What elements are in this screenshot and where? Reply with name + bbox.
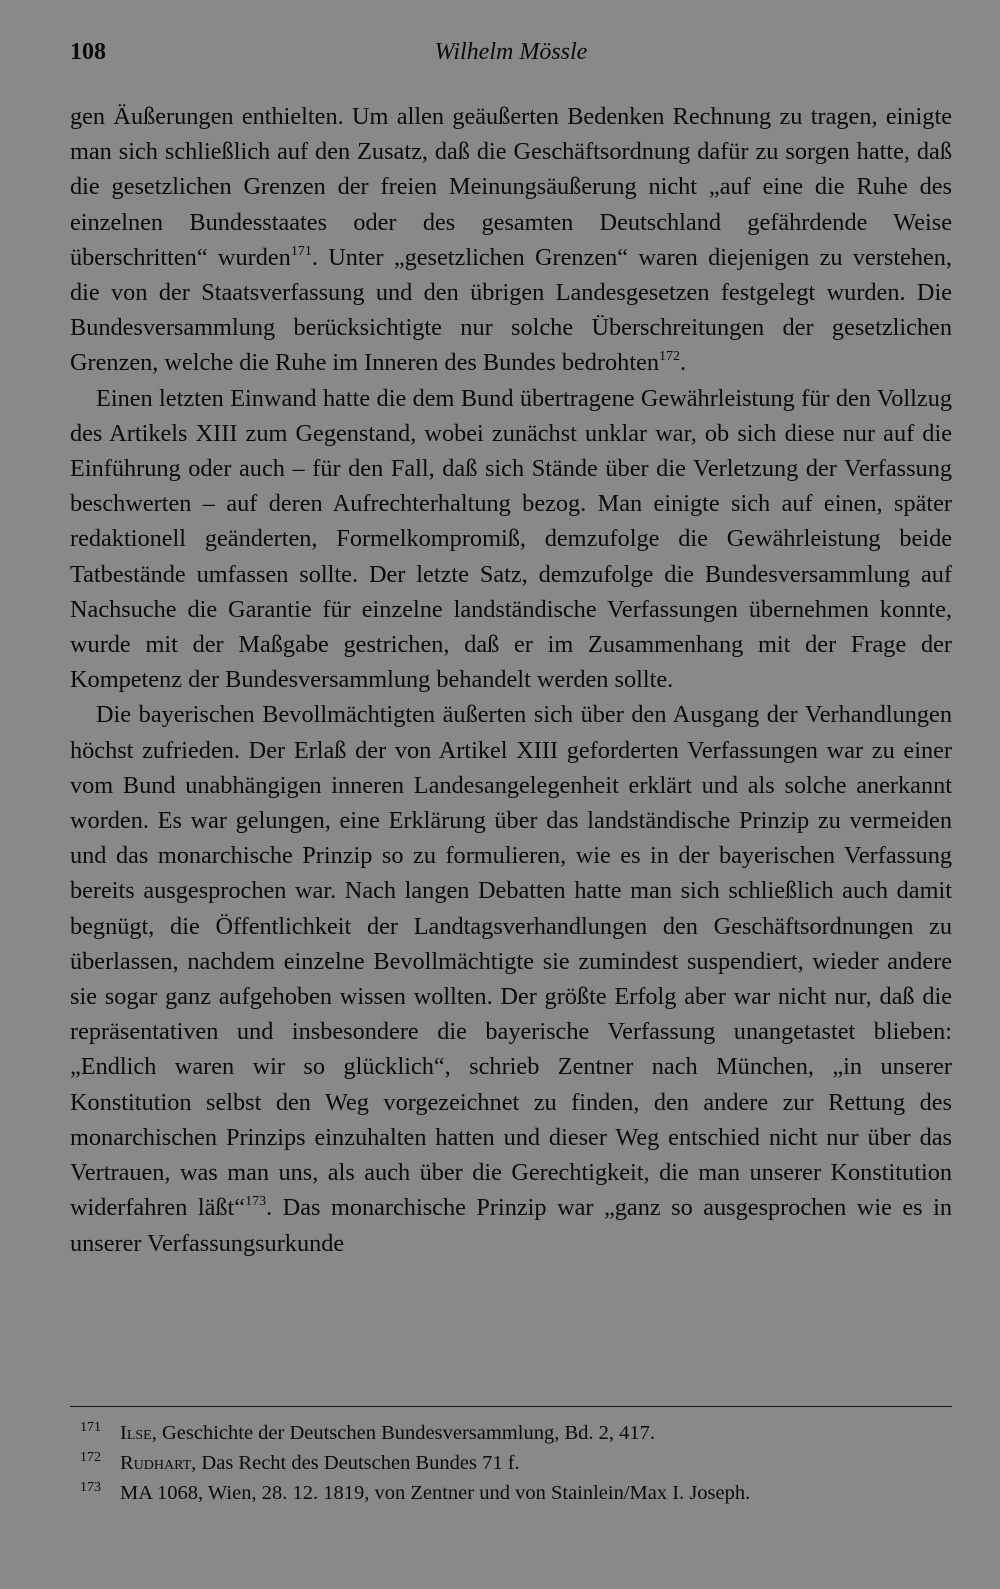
footnote-text: , Geschichte der Deutschen Bundesversammlung, Bd. 2, 417. xyxy=(151,1422,655,1444)
footnotes xyxy=(80,1418,940,1508)
paragraph-1-part-2: . Unter „gesetzlichen Grenzen“ waren diejenigen zu verstehen, die von der Staatsverfassung und den übrigen Landesgesetzen festgelegt wurden. Die Bundesversammlung berücksichtigte nur solche Überschreitungen der gesetzlichen Grenzen, welche die Ruhe im Inneren des Bundes bedrohten xyxy=(70,243,953,377)
footnote-ref-173: 173 xyxy=(245,1194,267,1210)
footnote-171: 171 Ilse, Geschichte der Deutschen Bundesversammlung, Bd. 2, 417. xyxy=(80,1420,655,1444)
paragraph-3-part-2: . Das monarchische Prinzip war „ganz so ausgesprochen wie es in unserer Verfassungsurkunde xyxy=(70,1194,952,1257)
footnote-ref-171: 171 xyxy=(290,243,312,259)
page-header xyxy=(70,34,952,70)
paragraph-1-part-3: . xyxy=(680,349,687,377)
body-text xyxy=(70,99,952,1261)
paragraph-2: Einen letzten Einwand hatte die dem Bund übertragene Gewährleistung für den Vollzug des Artikels XIII zum Gegenstand, wobei zunächst unklar war, ob sich diese nur auf die Einführung oder auch – für den Fall, daß sich Stände über die Verletzung der Verfassung beschwerten – auf deren Aufrechterhaltung bezog. Man einigte sich auf einen, später redaktionell geänderten, Formelkompromiß, demzufolge die Gewährleistung beide Tatbestände umfassen sollte. Der letzte Satz, demzufolge die Bundesversammlung auf Nachsuche die Garantie für einzelne landständische Verfassungen übernehmen konnte, wurde mit der Maßgabe gestrichen, daß er im Zusammenhang mit der Frage der Kompetenz der Bundesversammlung behandelt werden sollte. xyxy=(70,384,952,694)
running-head: Wilhelm Mössle xyxy=(434,39,588,65)
footnote-173: 173 MA 1068, Wien, 28. 12. 1819, von Zentner und von Stainlein/Max I. Joseph. xyxy=(80,1480,751,1504)
footnote-divider xyxy=(70,1406,952,1407)
footnote-172: 172 Rudhart, Das Recht des Deutschen Bundes 71 f. xyxy=(80,1450,520,1474)
footnote-text: , Das Recht des Deutschen Bundes 71 f. xyxy=(191,1452,520,1474)
paragraph-1 xyxy=(70,99,952,381)
footnote-ref-172: 172 xyxy=(659,349,680,365)
paragraph-3-part-1: Die bayerischen Bevollmächtigten äußerten sich über den Ausgang der Verhandlungen höchst zufrieden. Der Erlaß der von Artikel XIII geforderten Verfassungen war zu einer vom Bund unabhängigen inneren Landesangelegenheit erklärt und als solche anerkannt worden. Es war gelungen, eine Erklärung über das landständische Prinzip zu vermeiden und das monarchische Prinzip so zu formulieren, wie es in der bayerischen Verfassung bereits ausgesprochen war. Nach langen Debatten hatte man sich schließlich auch damit begnügt, die Öffentlichkeit der Landtagsverhandlungen den Geschäftsordnungen zu überlassen, nachdem einzelne Bevollmächtigte sie zumindest suspendiert, wieder andere sie sogar ganz aufgehoben wissen wollten. Der größte Erfolg aber war nicht nur, daß die repräsentativen und insbesondere die bayerische Verfassung unangetastet blieben: „Endlich waren wir so glücklich“, schrieb Zentner nach München, „in unserer Konstitution selbst den Weg vorgezeichnet zu finden, den andere zur Rettung des monarchischen Prinzips einzuhalten hatten und dieser Weg entschied nicht nur über das Vertrauen, was man uns, als auch über die Gerechtigkeit, die man unserer Konstitution widerfahren läßt“ xyxy=(70,701,952,1222)
footnote-author: Rudhart xyxy=(120,1452,192,1474)
paragraph-1-part-1: gen Äußerungen enthielten. Um allen geäußerten Bedenken Rechnung zu tragen, einigte man sich schließlich auf den Zusatz, daß die Geschäftsordnung dafür zu sorgen hatte, daß die gesetzlichen Grenzen der freien Meinungsäußerung nicht „auf eine die Ruhe des einzelnen Bundesstaates oder des gesamten Deutschland gefährdende Weise überschritten“ wurden xyxy=(70,103,952,271)
page-number: 108 xyxy=(70,39,106,65)
footnote-text: MA 1068, Wien, 28. 12. 1819, von Zentner und von Stainlein/Max I. Joseph. xyxy=(120,1482,751,1504)
paragraph-3 xyxy=(70,697,952,1260)
footnote-author: Ilse xyxy=(120,1422,152,1444)
